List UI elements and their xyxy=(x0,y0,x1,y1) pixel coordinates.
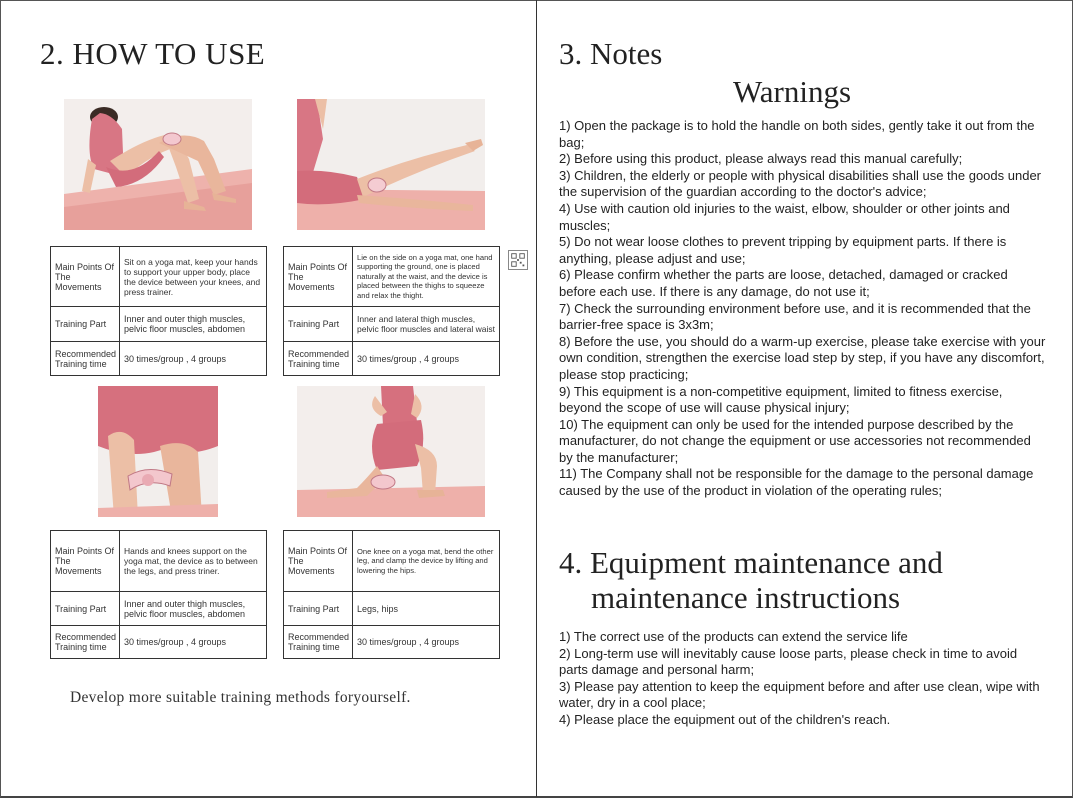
training-part-label: Training Part xyxy=(51,592,120,626)
spec-table-1 xyxy=(50,246,267,376)
page-divider xyxy=(536,0,537,797)
maintenance-list xyxy=(559,629,1047,729)
training-time-value: 30 times/group , 4 groups xyxy=(353,626,500,659)
warning-item: 11) The Company shall not be responsible for the damage to the personal damage caused by the use of the product in violation of the operating rules; xyxy=(559,466,1034,499)
warning-item: 1) Open the package is to hold the handle on both sides, gently take it out from the bag; xyxy=(559,118,1035,150)
main-points-value: One knee on a yoga mat, bend the other leg, and clamp the device by lifting and lowering the hips. xyxy=(353,531,500,592)
exercise-photo-2 xyxy=(297,99,485,230)
training-part-label: Training Part xyxy=(284,592,353,626)
maintenance-heading xyxy=(559,545,1059,615)
warning-item: 8) Before the use, you should do a warm-up exercise, please take exercise with your own condition, strengthen the exercise load step by step, if you have any discomfort, please stop practicing; xyxy=(559,333,1046,382)
main-points-value: Hands and knees support on the yoga mat, the device as to between the legs, and press triner. xyxy=(120,531,267,592)
training-time-label: Recommended Training time xyxy=(51,626,120,659)
training-part-value: Legs, hips xyxy=(353,592,500,626)
training-time-label: Recommended Training time xyxy=(284,626,353,659)
training-part-value: Inner and lateral thigh muscles, pelvic floor muscles and lateral waist xyxy=(353,307,500,342)
training-part-label: Training Part xyxy=(51,307,120,342)
maintenance-item: 2) Long-term use will inevitably cause loose parts, please check in time to avoid parts damage and personal harm; xyxy=(559,645,1018,678)
spec-table-4 xyxy=(283,530,500,659)
spec-table-2 xyxy=(283,246,500,376)
training-time-label: Recommended Training time xyxy=(51,342,120,376)
exercise-photo-3 xyxy=(98,386,218,517)
warning-item: 10) The equipment can only be used for the intended purpose described by the manufacturer, do not change the equipment or use accessories not recommended by the manufacturer; xyxy=(559,416,1031,465)
maintenance-item: 4) Please place the equipment out of the children's reach. xyxy=(559,711,891,727)
main-points-label: Main Points Of The Movements xyxy=(51,247,120,307)
maintenance-item: 3) Please pay attention to keep the equipment before and after use clean, wipe with water, dry in a cool place; xyxy=(559,678,1040,711)
warning-item: 5) Do not wear loose clothes to prevent tripping by equipment parts. If there is anything, please adjust and use; xyxy=(559,234,1007,266)
main-points-label: Main Points Of The Movements xyxy=(284,531,353,592)
warning-item: 6) Please confirm whether the parts are loose, detached, damaged or cracked before each use. If there is any damage, do not use it; xyxy=(559,267,1008,299)
qr-code-icon xyxy=(508,250,528,270)
training-time-value: 30 times/group , 4 groups xyxy=(353,342,500,376)
main-points-label: Main Points Of The Movements xyxy=(284,247,353,307)
warnings-title: Warnings xyxy=(733,74,852,109)
exercise-photo-4 xyxy=(297,386,485,517)
exercise-photo-1 xyxy=(64,99,252,230)
warning-item: 9) This equipment is a non-competitive equipment, limited to fitness exercise, beyond the scope of use will cause physical injury; xyxy=(559,383,1003,416)
training-part-value: Inner and outer thigh muscles, pelvic floor muscles, abdomen xyxy=(120,592,267,626)
maintenance-heading-line2: maintenance instructions xyxy=(591,580,901,615)
maintenance-heading-line1: 4. Equipment maintenance and xyxy=(559,545,943,580)
spec-table-3 xyxy=(50,530,267,659)
main-points-value: Sit on a yoga mat, keep your hands to support your upper body, place the device between your knees, and press trainer. xyxy=(120,247,267,307)
training-time-value: 30 times/group , 4 groups xyxy=(120,342,267,376)
main-points-label: Main Points Of The Movements xyxy=(51,531,120,592)
maintenance-item: 1) The correct use of the products can extend the service life xyxy=(559,629,908,644)
warning-item: 2) Before using this product, please always read this manual carefully; xyxy=(559,151,963,167)
warning-item: 7) Check the surrounding environment before use, and it is recommended that the barrier-free space is 3x3m; xyxy=(559,300,1031,333)
training-part-label: Training Part xyxy=(284,307,353,342)
warnings-list xyxy=(559,118,1047,500)
training-time-label: Recommended Training time xyxy=(284,342,353,376)
footer-tagline: Develop more suitable training methods foryourself. xyxy=(70,689,411,706)
training-time-value: 30 times/group , 4 groups xyxy=(120,626,267,659)
warning-item: 4) Use with caution old injuries to the waist, elbow, shoulder or other joints and muscles; xyxy=(559,200,1010,233)
warning-item: 3) Children, the elderly or people with physical disabilities shall use the goods under the supervision of the guardian according to the doctor's advice; xyxy=(559,167,1041,200)
how-to-use-heading: 2. HOW TO USE xyxy=(40,36,266,71)
notes-heading: 3. Notes xyxy=(559,36,663,71)
training-part-value: Inner and outer thigh muscles, pelvic floor muscles, abdomen xyxy=(120,307,267,342)
main-points-value: Lie on the side on a yoga mat, one hand supporting the ground, one is placed naturally at the waist, and the device is placed between the thighs to squeeze and relax the thight. xyxy=(353,247,500,307)
